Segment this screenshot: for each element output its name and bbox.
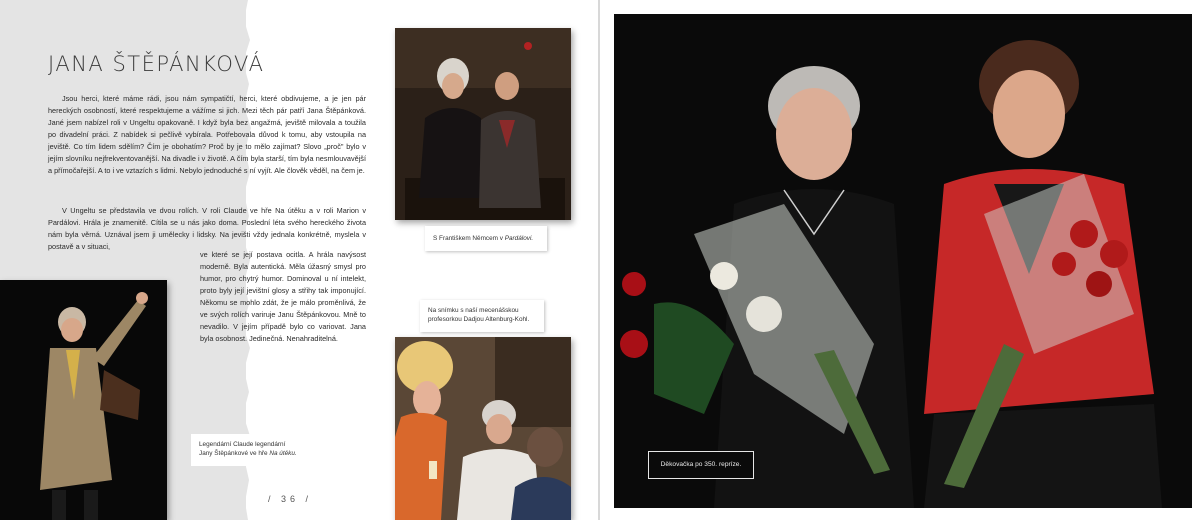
photo-with-dadja-altenburg-kohl [395,337,571,520]
left-page [0,0,598,520]
paragraph-2: V Ungeltu se představila ve dvou rolích. V roli Claude ve hře Na útěku a v roli Marion v Pardálovi. Hrála je znamenitě. Cítila se u nás jako doma. Poslední léta svého hereckého života nám byla věrná. Uznával jsem ji umělecky i lidsky. Na jevišti vždy jednala konkrétně, myslela v postavě a v situaci, [48,206,366,251]
article-body-part-1 [48,93,366,177]
photo-with-frantisek-nemec [395,28,571,220]
paragraph-1: Jsou herci, které máme rádi, jsou nám sympatičtí, herci, které obdivujeme, a je jen pár hereckých osobností, které respektujeme a vážíme si jich. Mezi těch pár patří Jana Štěpánková. Jané jsem nabízel roli v Ungeltu opakovaně. I když byla bez angažmá, jeviště milovala a toužila po divadelní práci. Z nabídek si pečlivě vybírala. Potřebovala důvod k tomu, aby vstoupila na jeviště. Co tím lidem sdělím? Čím je obohatím? Proč by je to mělo zajímat? Slovo „proč" bylo v jejím slovníku nejfrekventovanější. Na divadle i v životě. A čím byla starší, tím byla nesmlouvavější a přímočařejší. A to i ve vztazích s lidmi. Nebylo jednoduché s ní vyjít. Ale člověk věděl, na čem je. [48,94,366,175]
article-body-part-3 [200,249,366,345]
caption-altenburg-text: Na snímku s naší mecenášskou profesorkou Dadjou Altenburg-Kohl. [428,307,530,323]
caption-nemec-title: Pardálovi. [504,235,534,242]
paragraph-3: ve které se její postava ocitla. A hrála navýsost moderně. Byla autentická. Měla úžasný smysl pro humor, pro chytrý humor. Dominoval u ní intelekt, proto byly její jevištní glosy a střihy tak imponující. Někomu se mohlo zdát, že je málo proměnlivá, že ve svých rolích variruje Janu Štěpánkovou. Mně to nevadilo. V jejím případě bylo co variovat. Jana byla osobnost. Jedinečná. Nenahraditelná. [200,250,366,343]
caption-nemec [425,226,547,251]
right-page [600,0,1200,520]
caption-claude-title: Na útěku. [269,450,297,457]
caption-claude [191,434,305,466]
article-body-part-2 [48,205,366,253]
caption-nemec-text: S Františkem Němcem v [433,235,505,242]
caption-curtain-call: Děkovačka po 350. repríze. [648,451,754,479]
caption-claude-text: Legendární Claude legendární Jany Štěpánkové ve hře [199,441,286,457]
photo-curtain-call [614,14,1192,508]
page-number: / 36 / [268,494,313,504]
photo-claude-on-stage [0,280,167,520]
page-title: JANA ŠTĚPÁNKOVÁ [48,52,265,76]
caption-altenburg [420,300,544,332]
